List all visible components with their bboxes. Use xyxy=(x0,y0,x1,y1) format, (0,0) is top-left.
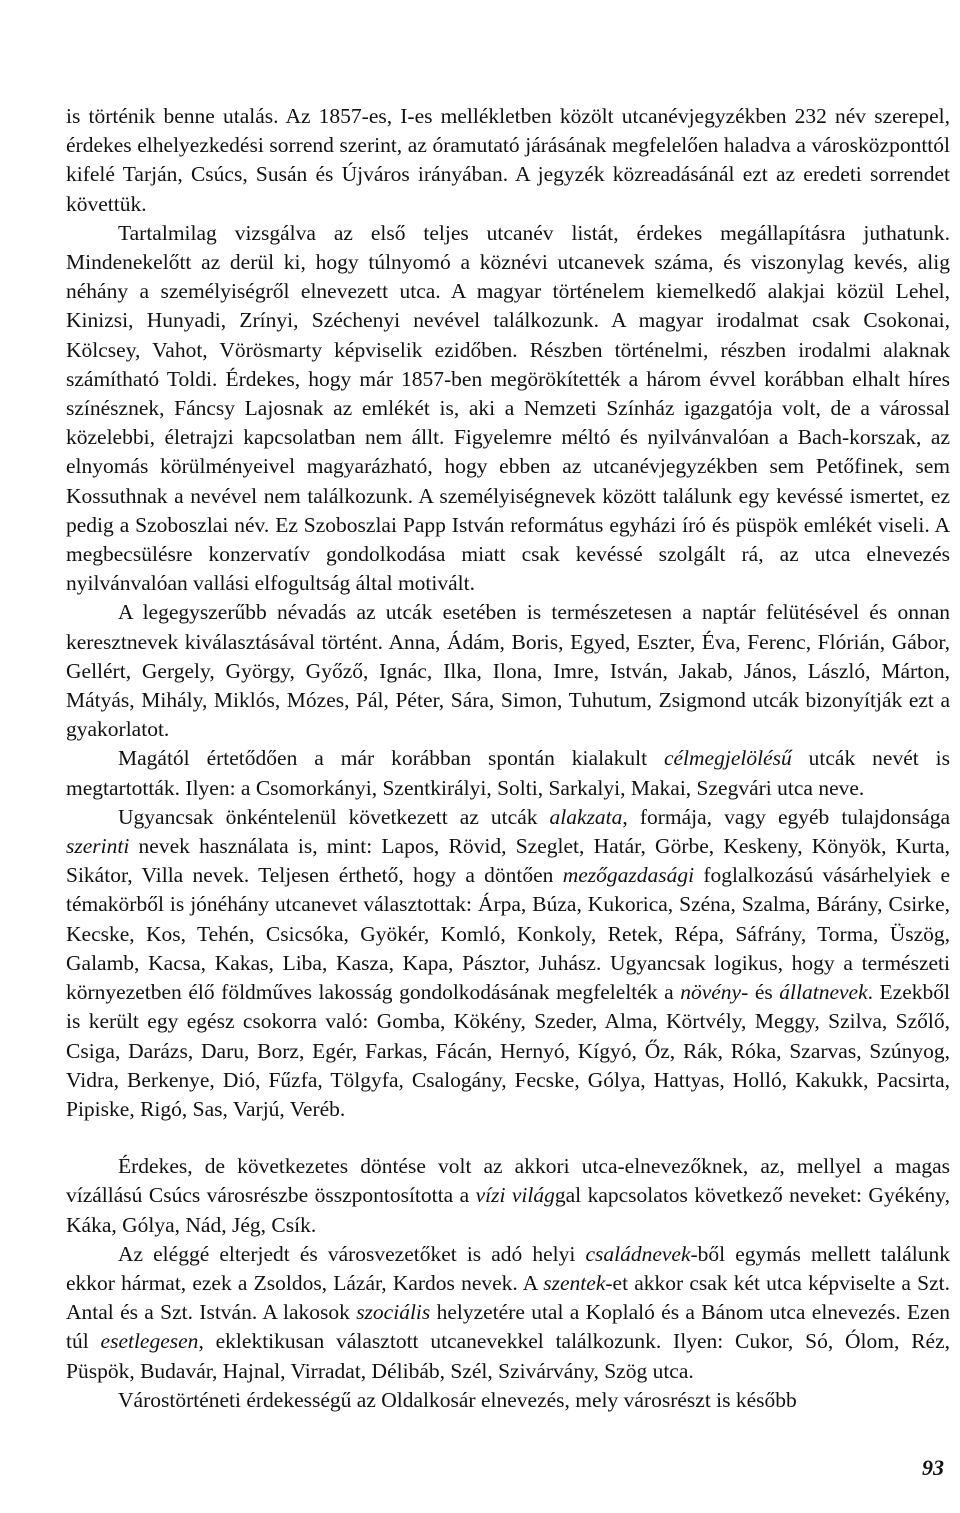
paragraph-6: Érdekes, de következetes döntése volt az akkori utca-elnevezőknek, az, mellyel a magas vízállású Csúcs városrészbe összpontosította a vízi világgal kapcsolatos következő neveket: Gyékény, Káka, Gólya, Nád, Jég, Csík. xyxy=(66,1154,951,1237)
page-body xyxy=(66,102,950,1415)
paragraph-7: Az eléggé elterjedt és városvezetőket is adó helyi családnevek-ből egymás mellett találunk ekkor hármat, ezek a Zsoldos, Lázár, Kardos nevek. A szentek-et akkor csak két utca képviselte a Szt. Antal és a Szt. István. A lakosok szociális helyzetére utal a Koplaló és a Bánom utca elnevezés. Ezen túl esetlegesen, eklektikusan választott utcanevekkel találkozunk. Ilyen: Cukor, Só, Ólom, Réz, Püspök, Budavár, Hajnal, Virradat, Délibáb, Szél, Szivárvány, Szög utca. xyxy=(66,1241,950,1383)
paragraph-8: Várostörténeti érdekességű az Oldalkosár elnevezés, mely városrészt is később xyxy=(118,1387,797,1412)
page-number: 93 xyxy=(922,1455,944,1480)
paragraph-3: A legegyszerűbb névadás az utcák esetében is természetesen a naptár felütésével és onnan keresztnevek kiválasztásával történt. Anna, Ádám, Boris, Egyed, Eszter, Éva, Ferenc, Flórián, Gábor, Gellért, Gergely, György, Győző, Ignác, Ilka, Ilona, Imre, István, Jakab, János, László, Márton, Mátyás, Mihály, Miklós, Mózes, Pál, Péter, Sára, Simon, Tuhutum, Zsigmond utcák bizonyítják ezt a gyakorlatot. xyxy=(66,600,950,742)
paragraph-5: Ugyancsak önkéntelenül következett az utcák alakzata, formája, vagy egyéb tulajdonsága szerinti nevek használata is, mint: Lapos, Rövid, Szeglet, Határ, Görbe, Keskeny, Könyök, Kurta, Sikátor, Villa nevek. Teljesen érthető, hogy a döntően mezőgazdasági foglalkozású vásárhelyiek e témakörből is jónéhány utcanevet választottak: Árpa, Búza, Kukorica, Széna, Szalma, Bárány, Csirke, Kecske, Kos, Tehén, Csicsóka, Gyökér, Komló, Konkoly, Retek, Répa, Sáfrány, Torma, Üszög, Galamb, Kacsa, Kakas, Liba, Kasza, Kapa, Pásztor, Juhász. Ugyancsak logikus, hogy a természeti környezetben élő földműves lakosság gondolkodásának megfelelték a növény- és állatnevek. Ezekből is került egy egész csokorra való: Gomba, Kökény, Szeder, Alma, Körtvély, Meggy, Szilva, Szőlő, Csiga, Darázs, Daru, Borz, Egér, Farkas, Fácán, Hernyó, Kígyó, Őz, Rák, Róka, Szarvas, Szúnyog, Vidra, Berkenye, Dió, Fűzfa, Tölgyfa, Csalogány, Fecske, Gólya, Hattyas, Holló, Kakukk, Pacsirta, Pipiske, Rigó, Sas, Varjú, Veréb. xyxy=(66,804,950,1121)
paragraph-2: Tartalmilag vizsgálva az első teljes utcanév listát, érdekes megállapításra juthatunk. Mindenekelőtt az derül ki, hogy túlnyomó a köznévi utcanevek száma, és viszonylag kevés, alig néhány a személyiségről elnevezett utca. A magyar történelem kiemelkedő alakjai közül Lehel, Kinizsi, Hunyadi, Zrínyi, Széchenyi nevével találkozunk. A magyar irodalmat csak Csokonai, Kölcsey, Vahot, Vörösmarty képviselik ezidőben. Részben történelmi, részben irodalmi alaknak számítható Toldi. Érdekes, hogy már 1857-ben megörökítették a három évvel korábban elhalt híres színésznek, Fáncsy Lajosnak az emlékét is, aki a Nemzeti Színház igazgatója volt, de a várossal közelebbi, életrajzi kapcsolatban nem állt. Figyelemre méltó és nyilvánvalóan a Bach-korszak, az elnyomás körülményeivel magyarázható, hogy ebben az utcanévjegyzékben sem Petőfinek, sem Kossuthnak a nevével nem találkozunk. A személyiségnevek között találunk egy kevéssé ismertet, ez pedig a Szoboszlai név. Ez Szoboszlai Papp István református egyházi író és püspök emlékét viseli. A megbecsülésre konzervatív gondolkodása miatt csak kevéssé szolgált rá, az utca elnevezés nyilvánvalóan vallási elfogultság által motivált. xyxy=(66,220,950,596)
paragraph-4: Magától értetődően a már korábban spontán kialakult célmegjelölésű utcák nevét is megtartották. Ilyen: a Csomorkányi, Szentkirályi, Solti, Sarkalyi, Makai, Szegvári utca neve. xyxy=(66,746,950,800)
paragraph-1: is történik benne utalás. Az 1857-es, I-es mellékletben közölt utcanévjegyzékben 232 név szerepel, érdekes elhelyezkedési sorrend szerint, az óramutató járásának megfelelően haladva a városközponttól kifelé Tarján, Csúcs, Susán és Újváros irányában. A jegyzék közreadásánál ezt az eredeti sorrendet követtük. xyxy=(66,104,950,216)
